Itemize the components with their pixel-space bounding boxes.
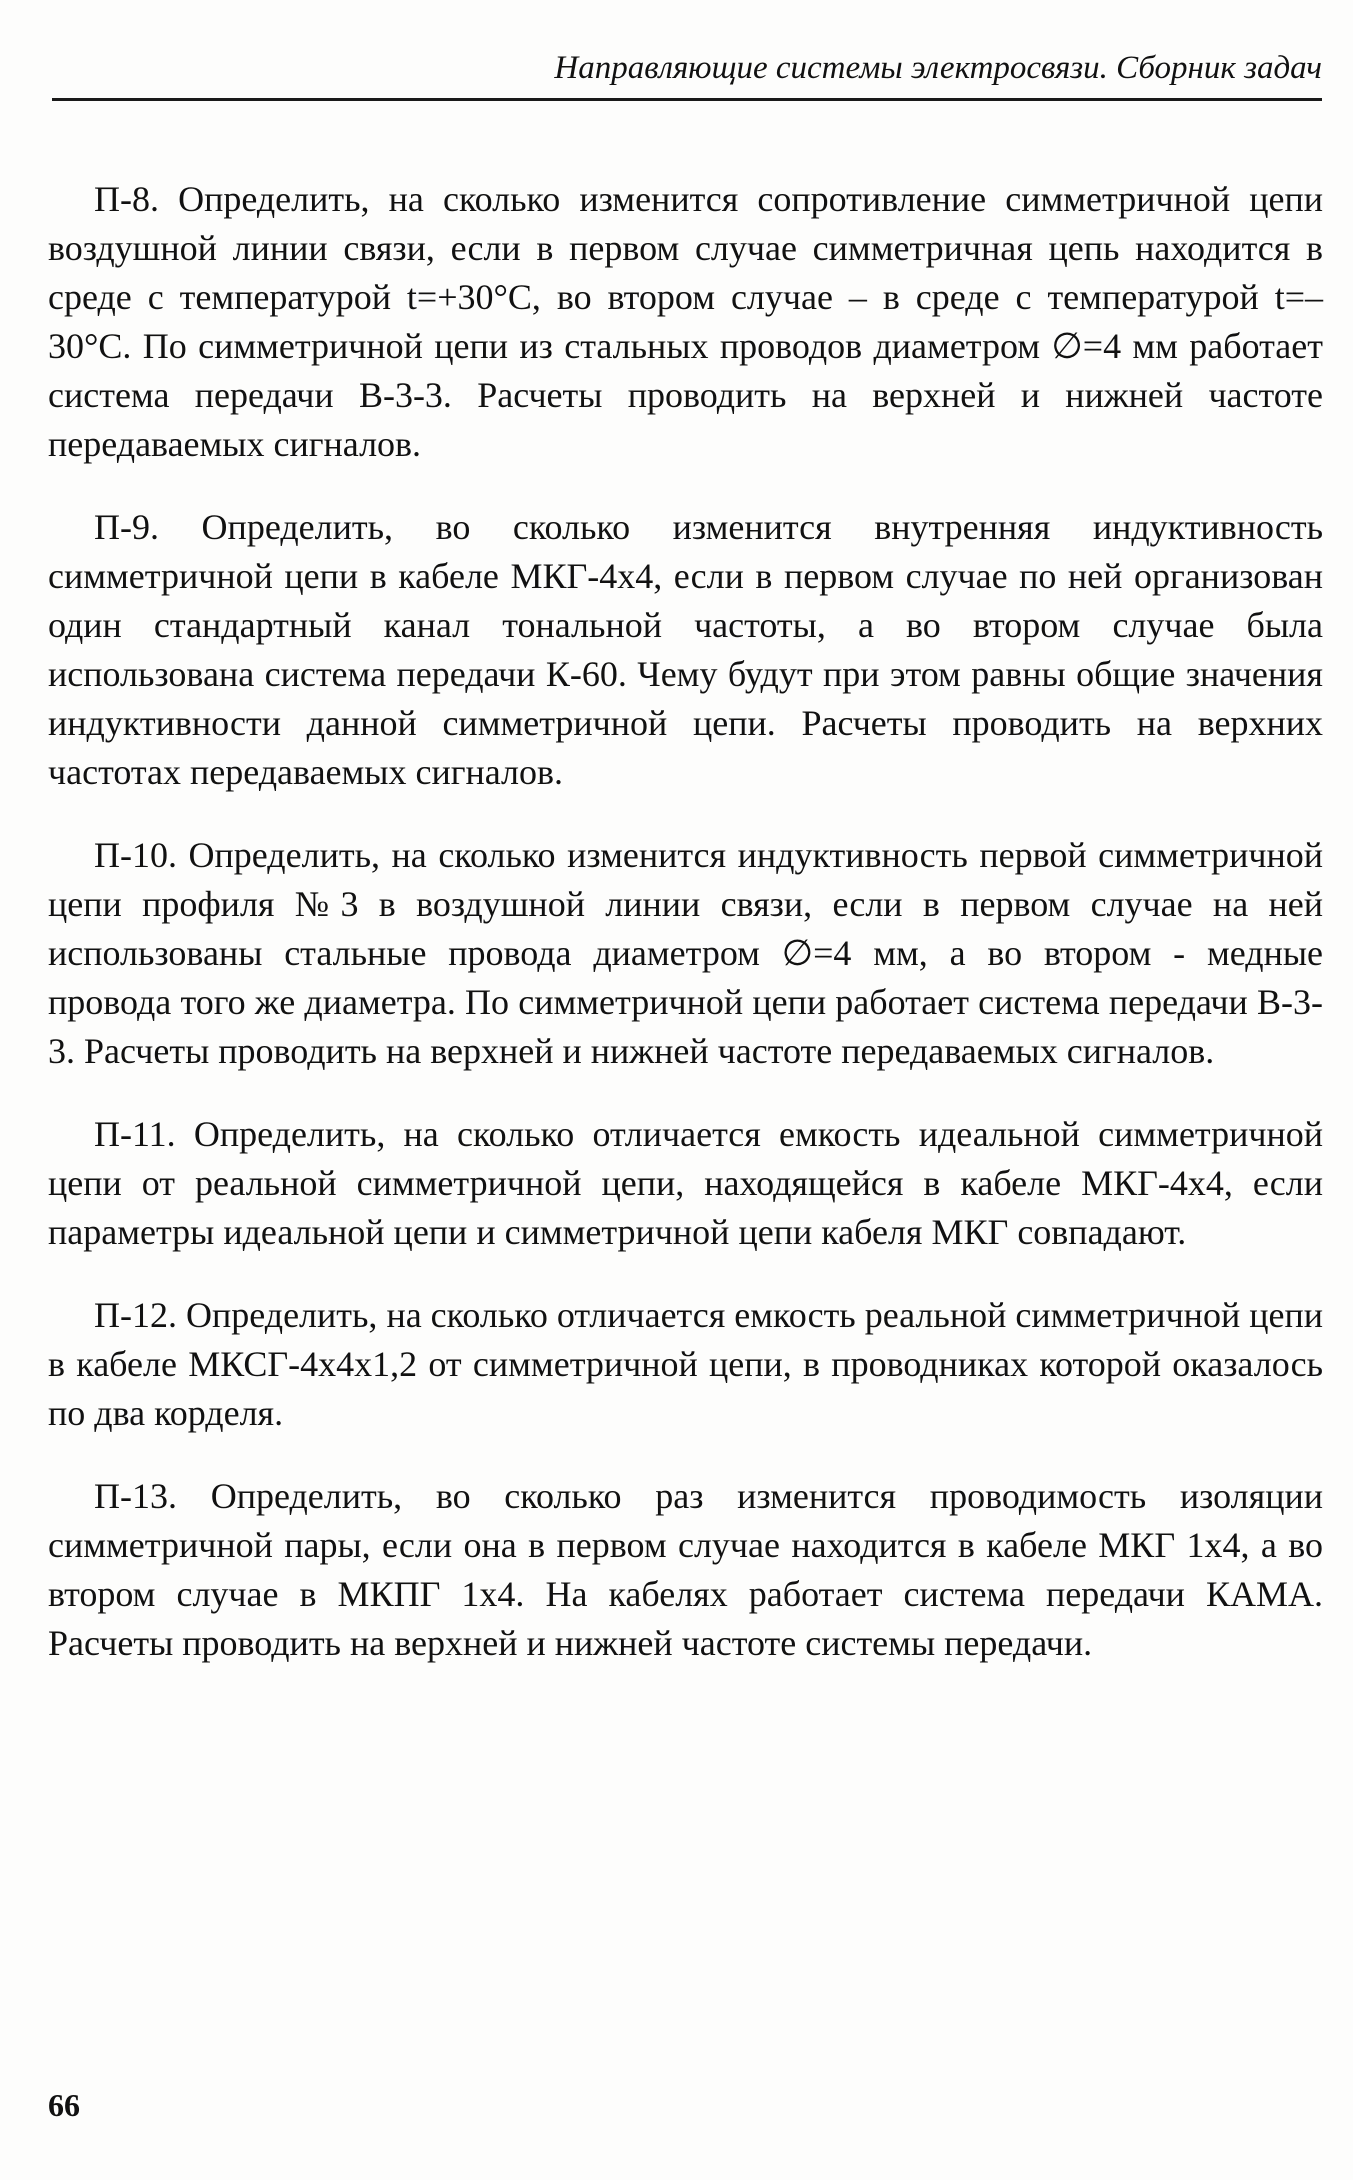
problem-p10: П-10. Определить, на сколько изменится индуктивность первой симметричной цепи профиля №3 в воздушной линии связи, если в первом случае на ней использованы стальные провода диаметром ∅=4 мм, а во втором - медные провода того же диаметра. По симметричной цепи работает система передачи В-3-3. Расчеты проводить на верхней и нижней частоте передаваемых сигналов. <box>48 835 1323 1071</box>
page-number: 66 <box>48 2087 80 2123</box>
header-rule <box>52 98 1322 101</box>
problem-p8: П-8. Определить, на сколько изменится сопротивление симметричной цепи воздушной линии связи, если в первом случае симметричная цепь находится в среде с температурой t=+30°C, во втором случае – в среде с температурой t=–30°C. По симметричной цепи из стальных проводов диаметром ∅=4 мм работает система передачи В-3-3. Расчеты проводить на верхней и нижней частоте передаваемых сигналов. <box>48 179 1323 464</box>
problems-section <box>48 175 1323 1702</box>
problem-p13: П-13. Определить, во сколько раз изменится проводимость изоляции симметричной пары, если она в первом случае находится в кабеле МКГ 1х4, а во втором случае в МКПГ 1х4. На кабелях работает система передачи КАМА. Расчеты проводить на верхней и нижней частоте системы передачи. <box>48 1476 1323 1663</box>
problem-p11: П-11. Определить, на сколько отличается емкость идеальной симметричной цепи от реальной симметричной цепи, находящейся в кабеле МКГ-4х4, если параметры идеальной цепи и симметричной цепи кабеля МКГ совпадают. <box>48 1114 1323 1252</box>
problem-p12: П-12. Определить, на сколько отличается емкость реальной симметричной цепи в кабеле МКСГ-4х4х1,2 от симметричной цепи, в проводниках которой оказалось по два корделя. <box>48 1295 1323 1433</box>
problem-p9: П-9. Определить, во сколько изменится внутренняя индуктивность симметричной цепи в кабеле МКГ-4х4, если в первом случае по ней организован один стандартный канал тональной частоты, а во втором случае была использована система передачи К-60. Чему будут при этом равны общие значения индуктивности данной симметричной цепи. Расчеты проводить на верхних частотах передаваемых сигналов. <box>48 507 1323 792</box>
running-header: Направляющие системы электросвязи. Сборник задач <box>554 50 1322 86</box>
